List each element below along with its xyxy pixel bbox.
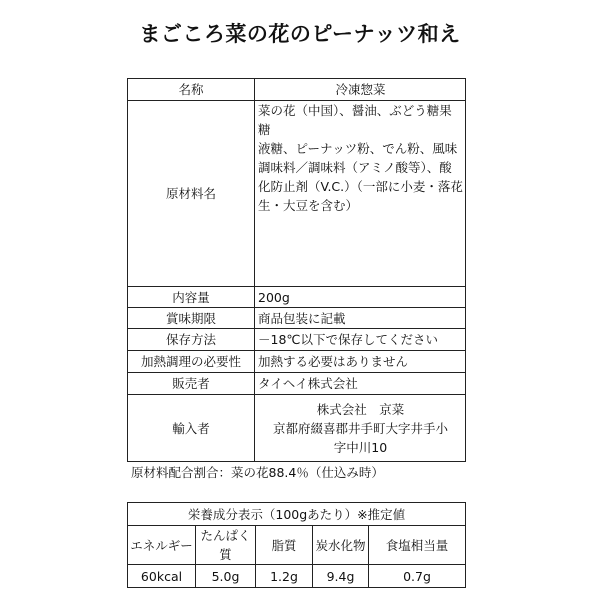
nutrition-column-header: エネルギー <box>128 526 196 565</box>
nutrition-value: 0.7g <box>369 565 466 588</box>
heating-label: 加熱調理の必要性 <box>128 351 255 373</box>
table-row <box>128 526 466 565</box>
importer-label: 輸入者 <box>128 395 255 462</box>
nutrition-header: 栄養成分表示（100gあたり）※推定値 <box>128 503 466 526</box>
product-info-table <box>127 78 466 462</box>
table-row <box>128 308 466 329</box>
seller-value: タイヘイ株式会社 <box>255 373 466 395</box>
ingredients-line: 生・大豆を含む） <box>258 198 359 213</box>
nutrition-table <box>127 502 466 588</box>
seller-label: 販売者 <box>128 373 255 395</box>
name-value: 冷凍惣菜 <box>255 79 466 101</box>
page-title: まごころ菜の花のピーナッツ和え <box>139 22 461 46</box>
heating-value: 加熱する必要はありません <box>255 351 466 373</box>
table-row <box>128 79 466 101</box>
storage-label: 保存方法 <box>128 329 255 351</box>
ingredients-line: 菜の花（中国）、醤油、ぶどう糖果糖 <box>258 103 452 137</box>
content-value: 200g <box>255 287 466 308</box>
nutrition-value: 5.0g <box>196 565 256 588</box>
table-row <box>128 101 466 287</box>
ingredients-line: 液糖、ピーナッツ粉、でん粉、風味 <box>258 141 458 156</box>
importer-value <box>255 395 466 462</box>
expiry-value: 商品包装に記載 <box>255 308 466 329</box>
ingredients-line: 調味料／調味料（アミノ酸等）、酸 <box>258 160 452 175</box>
table-row <box>128 395 466 462</box>
nutrition-value: 9.4g <box>313 565 369 588</box>
table-row <box>128 373 466 395</box>
table-row <box>128 565 466 588</box>
importer-line: 字中川10 <box>333 439 388 455</box>
nutrition-value: 60kcal <box>128 565 196 588</box>
name-label: 名称 <box>128 79 255 101</box>
ingredient-ratio-note: 原材料配合割合：菜の花88.4％（仕込み時） <box>131 465 384 480</box>
storage-value: －18℃以下で保存してください <box>255 329 466 351</box>
ingredients-label: 原材料名 <box>128 101 255 287</box>
table-row <box>128 503 466 526</box>
nutrition-column-header: 食塩相当量 <box>369 526 466 565</box>
nutrition-column-header: 炭水化物 <box>313 526 369 565</box>
table-row <box>128 329 466 351</box>
nutrition-value: 1.2g <box>256 565 313 588</box>
nutrition-column-header: たんぱく質 <box>196 526 256 565</box>
importer-line: 株式会社 京菜 <box>316 401 405 417</box>
ingredients-line: 化防止剤（V.C.）（一部に小麦・落花 <box>258 179 463 194</box>
ingredients-value <box>255 101 466 287</box>
table-row <box>128 287 466 308</box>
table-row <box>128 351 466 373</box>
importer-line: 京都府綴喜郡井手町大字井手小 <box>272 420 448 436</box>
expiry-label: 賞味期限 <box>128 308 255 329</box>
content-label: 内容量 <box>128 287 255 308</box>
nutrition-column-header: 脂質 <box>256 526 313 565</box>
